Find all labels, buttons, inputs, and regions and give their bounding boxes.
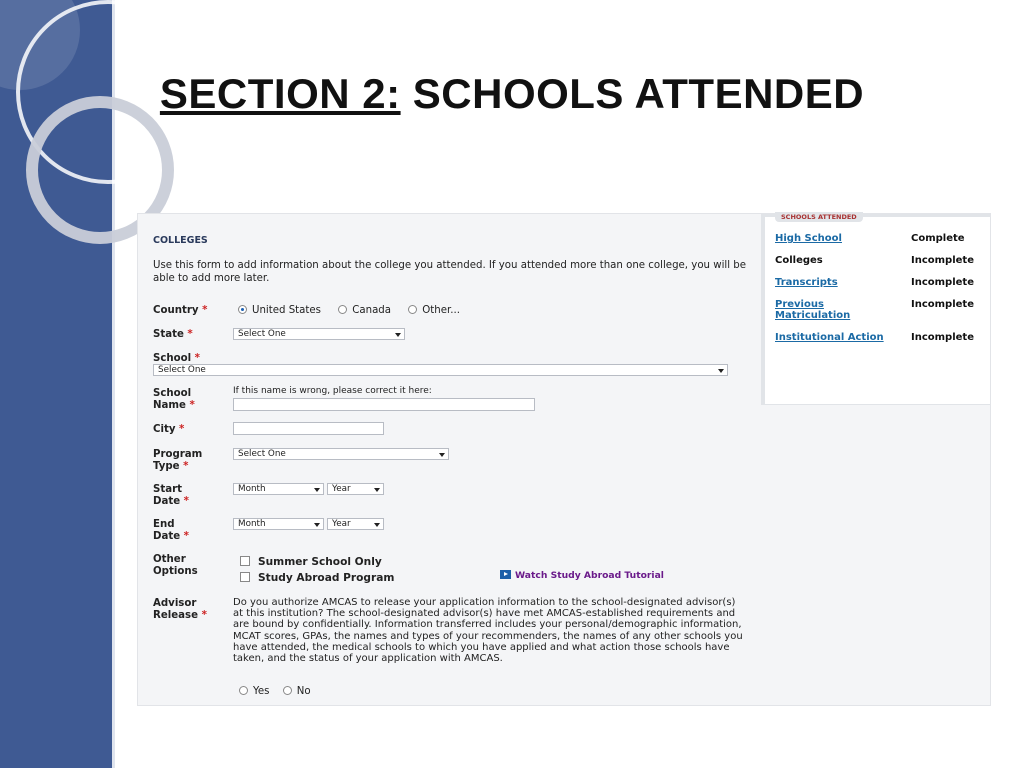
high-school-link[interactable]: High School bbox=[775, 233, 842, 244]
slide-title bbox=[0, 70, 1024, 118]
end-month-select[interactable]: Month bbox=[233, 518, 324, 530]
chevron-down-icon bbox=[718, 369, 724, 373]
school-select[interactable]: Select One bbox=[153, 364, 728, 376]
school-name-input[interactable] bbox=[233, 398, 535, 411]
status-value: Complete bbox=[911, 233, 965, 244]
checkbox-icon[interactable] bbox=[240, 556, 250, 566]
radio-icon[interactable] bbox=[338, 305, 347, 314]
institutional-action-link[interactable]: Institutional Action bbox=[775, 332, 884, 343]
country-option-us[interactable]: United States bbox=[238, 305, 321, 316]
city-input[interactable] bbox=[233, 422, 384, 435]
application-screenshot bbox=[137, 213, 991, 706]
chevron-down-icon bbox=[439, 453, 445, 457]
state-label: State * bbox=[153, 329, 193, 340]
status-value: Incomplete bbox=[911, 277, 974, 288]
city-label: City * bbox=[153, 424, 185, 435]
status-sidebar bbox=[761, 214, 990, 405]
study-abroad-tutorial-link[interactable]: Watch Study Abroad Tutorial bbox=[500, 570, 664, 581]
country-option-other[interactable]: Other... bbox=[408, 305, 460, 316]
colleges-current: Colleges bbox=[775, 255, 823, 266]
study-abroad-option[interactable]: Study Abroad Program bbox=[240, 572, 394, 584]
status-value: Incomplete bbox=[911, 299, 974, 310]
play-icon bbox=[500, 570, 511, 579]
section-heading: COLLEGES bbox=[153, 235, 208, 246]
chevron-down-icon bbox=[374, 488, 380, 492]
advisor-no-option[interactable]: No bbox=[283, 686, 311, 697]
radio-icon[interactable] bbox=[283, 686, 292, 695]
status-value: Incomplete bbox=[911, 255, 974, 266]
sidebar-tab-label: SCHOOLS ATTENDED bbox=[775, 212, 863, 222]
end-year-select[interactable]: Year bbox=[327, 518, 384, 530]
chevron-down-icon bbox=[374, 523, 380, 527]
chevron-down-icon bbox=[314, 523, 320, 527]
country-label: Country * bbox=[153, 305, 208, 316]
start-date-label: Start Date * bbox=[153, 484, 189, 507]
advisor-release-text: Do you authorize AMCAS to release your application information to the school-designated advisor(s) at this institution? The school-designated advisor(s) have met AMCAS-established requirements and are bound by confidentially. Information transferred includes your personal/demographic information, MCAT scores, GPAs, the names and types of your recommenders, the names of any other schools you have attended, the medical schools to which you have applied and what action those schools have taken, and the status of your application with AMCAS. bbox=[233, 597, 743, 665]
other-options-label: Other Options bbox=[153, 554, 198, 577]
school-name-hint: If this name is wrong, please correct it here: bbox=[233, 386, 432, 396]
country-radio-group bbox=[238, 305, 474, 316]
advisor-yes-option[interactable]: Yes bbox=[239, 686, 269, 697]
status-value: Incomplete bbox=[911, 332, 974, 343]
start-year-select[interactable]: Year bbox=[327, 483, 384, 495]
slide-title-text: SCHOOLS ATTENDED bbox=[412, 70, 865, 117]
colleges-form bbox=[138, 214, 760, 705]
school-name-label: School Name * bbox=[153, 388, 195, 411]
radio-icon[interactable] bbox=[408, 305, 417, 314]
previous-matriculation-link[interactable]: Previous Matriculation bbox=[775, 299, 851, 321]
advisor-release-radio-group bbox=[239, 686, 321, 697]
start-month-select[interactable]: Month bbox=[233, 483, 324, 495]
transcripts-link[interactable]: Transcripts bbox=[775, 277, 838, 288]
checkbox-icon[interactable] bbox=[240, 572, 250, 582]
program-type-label: Program Type * bbox=[153, 449, 203, 472]
school-label: School * bbox=[153, 353, 200, 364]
radio-icon[interactable] bbox=[239, 686, 248, 695]
slide-title-prefix: SECTION 2: bbox=[159, 70, 401, 117]
form-intro: Use this form to add information about the college you attended. If you attended more than one college, you will be able to add more later. bbox=[153, 260, 747, 284]
chevron-down-icon bbox=[314, 488, 320, 492]
country-option-canada[interactable]: Canada bbox=[338, 305, 391, 316]
advisor-release-label: Advisor Release * bbox=[153, 598, 207, 621]
summer-school-option[interactable]: Summer School Only bbox=[240, 556, 382, 568]
chevron-down-icon bbox=[395, 333, 401, 337]
program-type-select[interactable]: Select One bbox=[233, 448, 449, 460]
status-list bbox=[765, 213, 990, 404]
end-date-label: End Date * bbox=[153, 519, 189, 542]
radio-selected-icon[interactable] bbox=[238, 305, 247, 314]
state-select[interactable]: Select One bbox=[233, 328, 405, 340]
